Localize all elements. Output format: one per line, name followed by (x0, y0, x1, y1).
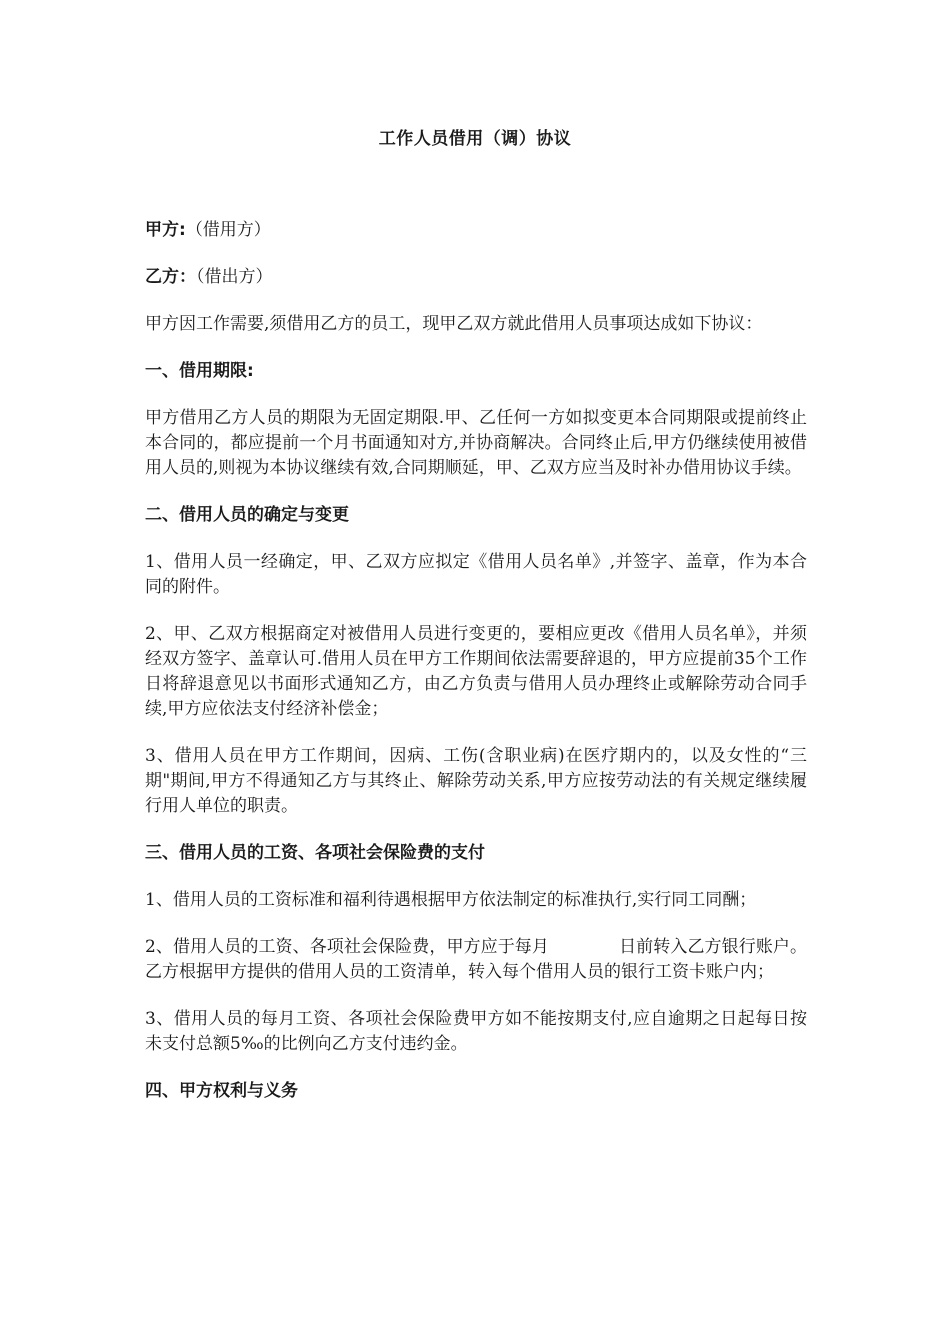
section2-paragraph-1: 1、借用人员一经确定，甲、乙双方应拟定《借用人员名单》,并签字、盖章，作为本合同的附件。 (145, 552, 807, 597)
section2-paragraph-3: 3、借用人员在甲方工作期间，因病、工伤(含职业病)在医疗期内的，以及女性的“三期"期间,甲方不得通知乙方与其终止、解除劳动关系,甲方应按劳动法的有关规定继续履行用人单位的职责。 (145, 746, 807, 816)
party-a-label: 甲方: (145, 220, 186, 240)
party-b-label: 乙方： (145, 267, 196, 287)
party-b-value: （借出方） (196, 267, 273, 287)
section1-paragraph-1: 甲方借用乙方人员的期限为无固定期限.甲、乙任何一方如拟变更本合同期限或提前终止本合同的，都应提前一个月书面通知对方,并协商解决。合同终止后,甲方仍继续使用被借用人员的,则视为本协议继续有效,合同期顺延，甲、乙双方应当及时补办借用协议手续。 (145, 408, 807, 478)
section3-paragraph-3: 3、借用人员的每月工资、各项社会保险费甲方如不能按期支付,应自逾期之日起每日按未支付总额5‰的比例向乙方支付违约金。 (145, 1009, 807, 1054)
section3-paragraph-2 (145, 935, 807, 985)
section1-heading: 一、借用期限: (145, 361, 254, 381)
document-title: 工作人员借用（调）协议 (378, 129, 572, 149)
party-a-value: （借用方） (185, 220, 271, 240)
section3-heading: 三、借用人员的工资、各项社会保险费的支付 (145, 843, 485, 863)
party-b-line (145, 265, 807, 290)
section4-heading: 四、甲方权利与义务 (145, 1081, 298, 1101)
section3-paragraph-2-after: 日前转入乙方银行账户。乙方根据甲方提供的借用人员的工资清单，转入每个借用人员的银行工资卡账户内； (145, 937, 807, 982)
party-a-line (145, 218, 807, 243)
section3-paragraph-1: 1、借用人员的工资标准和福利待遇根据甲方依法制定的标准执行,实行同工同酬； (145, 890, 757, 910)
intro-paragraph: 甲方因工作需要,须借用乙方的员工，现甲乙双方就此借用人员事项达成如下协议： (145, 314, 763, 334)
section2-paragraph-2: 2、甲、乙双方根据商定对被借用人员进行变更的，要相应更改《借用人员名单》，并须经双方签字、盖章认可.借用人员在甲方工作期间依法需要辞退的，甲方应提前35个工作日将辞退意见以书面形式通知乙方，由乙方负责与借用人员办理终止或解除劳动合同手续,甲方应依法支付经济补偿金； (145, 624, 807, 719)
section2-heading: 二、借用人员的确定与变更 (145, 505, 349, 525)
document-body (145, 218, 807, 1126)
section3-paragraph-2-before: 2、借用人员的工资、各项社会保险费，甲方应于每月 (145, 937, 549, 957)
